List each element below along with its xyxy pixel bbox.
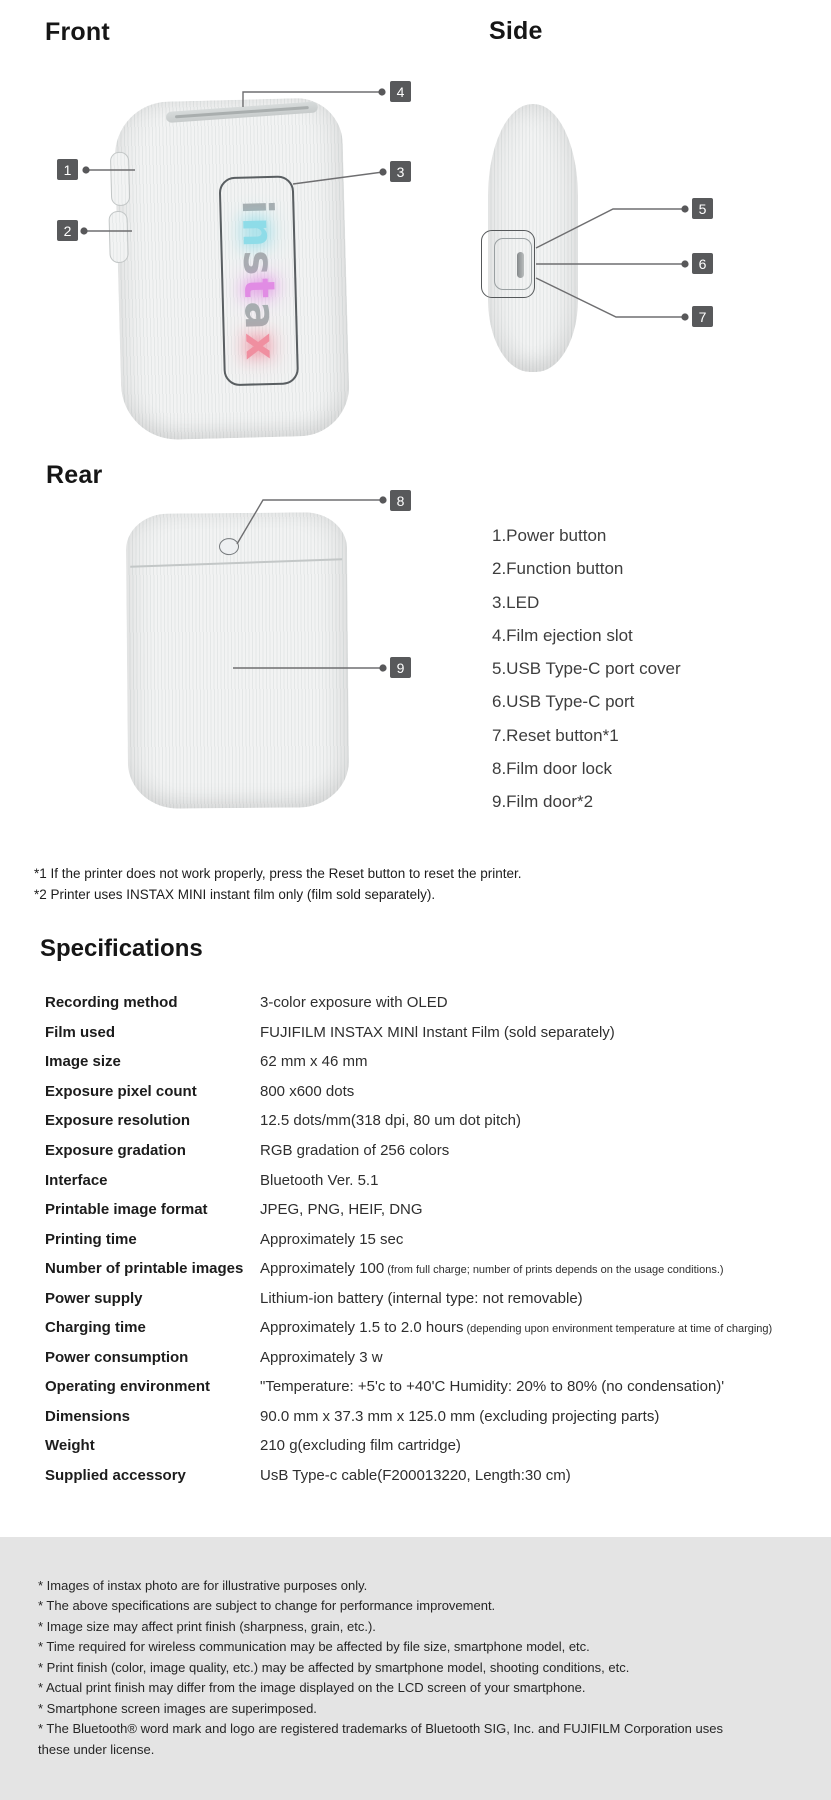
spec-value: Bluetooth Ver. 5.1 — [260, 1171, 379, 1189]
part-item: 1.Power button — [492, 526, 607, 545]
spec-row — [45, 1195, 805, 1225]
specifications-title: Specifications — [40, 935, 203, 962]
spec-row — [45, 1106, 805, 1136]
spec-row — [45, 1461, 805, 1491]
callout-7: 7 — [692, 306, 713, 327]
spec-label: Exposure pixel count — [45, 1082, 197, 1100]
spec-row — [45, 1077, 805, 1107]
callout-8: 8 — [390, 490, 411, 511]
rear-view-title: Rear — [46, 461, 103, 489]
parts-list — [492, 519, 681, 819]
spec-row — [45, 1372, 805, 1402]
callout-4: 4 — [390, 81, 411, 102]
spec-row — [45, 1402, 805, 1432]
part-item: 8.Film door lock — [492, 759, 612, 779]
spec-value: 90.0 mm x 37.3 mm x 125.0 mm (excluding projecting parts) — [260, 1407, 660, 1425]
spec-value: Approximately 3 w — [260, 1348, 383, 1366]
spec-label: Printable image format — [45, 1201, 208, 1219]
footer-note: * Print finish (color, image quality, etc.) may be affected by smartphone model, shooting conditions, etc. — [38, 1659, 630, 1675]
side-view-title: Side — [489, 17, 543, 45]
spec-row — [45, 1047, 805, 1077]
spec-value: Lithium-ion battery (internal type: not removable) — [260, 1289, 583, 1307]
logo-letter: s — [233, 249, 284, 279]
spec-value: "Temperature: +5'c to +40'C Humidity: 20% to 80% (no condensation)' — [260, 1378, 725, 1396]
callout-2: 2 — [57, 220, 78, 241]
part-item: 9.Film door*2 — [492, 792, 594, 812]
footer-note: * Actual print finish may differ from the image displayed on the LCD screen of your smartphone. — [38, 1680, 586, 1696]
spec-label: Supplied accessory — [45, 1467, 186, 1485]
spec-row — [45, 1018, 805, 1048]
spec-label: Power supply — [45, 1289, 143, 1307]
spec-label: Recording method — [45, 994, 178, 1012]
spec-label: Power consumption — [45, 1348, 189, 1366]
footer-note: * The above specifications are subject to change for performance improvement. — [38, 1598, 496, 1614]
spec-value: JPEG, PNG, HEIF, DNG — [260, 1201, 423, 1219]
spec-row — [45, 1136, 805, 1166]
footer-note: * Smartphone screen images are superimposed. — [38, 1700, 317, 1716]
spec-row — [45, 1431, 805, 1461]
footer-notes — [38, 1576, 744, 1760]
spec-value: 210 g(excluding film cartridge) — [260, 1437, 461, 1455]
callout-1: 1 — [57, 159, 78, 180]
spec-value: 800 x600 dots — [260, 1082, 355, 1100]
specifications-table — [45, 988, 805, 1490]
spec-value: Approximately 15 sec — [260, 1230, 404, 1248]
part-item: 5.USB Type-C port cover — [492, 659, 681, 679]
spec-value: UsB Type-c cable(F200013220, Length:30 cm) — [260, 1467, 571, 1485]
spec-label: Printing time — [45, 1230, 137, 1248]
spec-row — [45, 1313, 805, 1343]
spec-value: RGB gradation of 256 colors — [260, 1142, 450, 1159]
footnotes — [34, 864, 522, 905]
spec-value: 3-color exposure with OLED — [260, 994, 448, 1012]
spec-value: 12.5 dots/mm(318 dpi, 80 um dot pitch) — [260, 1112, 521, 1130]
spec-row — [45, 1283, 805, 1313]
part-item: 3.LED — [492, 592, 540, 612]
logo-letter: n — [232, 216, 283, 251]
logo-letter: i — [232, 198, 282, 218]
footer-note: * Image size may affect print finish (sharpness, grain, etc.). — [38, 1618, 376, 1634]
spec-value: FUJIFILM INSTAX MINl Instant Film (sold separately) — [260, 1023, 615, 1041]
footer-note: * Images of instax photo are for illustrative purposes only. — [38, 1578, 368, 1593]
footnote-1: *1 If the printer does not work properly, press the Reset button to reset the printer. — [34, 866, 522, 881]
logo-letter: a — [234, 300, 285, 333]
spec-label: Weight — [45, 1437, 95, 1455]
spec-label: Exposure resolution — [45, 1112, 191, 1130]
spec-label: Image size — [45, 1053, 121, 1071]
callout-5: 5 — [692, 198, 713, 219]
spec-row — [45, 1224, 805, 1254]
spec-value: Approximately 100 (from full charge; number of prints depends on the usage conditions.) — [260, 1260, 724, 1278]
logo-letter: t — [234, 277, 284, 302]
spec-label: Exposure gradation — [45, 1142, 186, 1159]
spec-value: 62 mm x 46 mm — [260, 1053, 368, 1071]
spec-value: Approximately 1.5 to 2.0 hours (depending upon environment temperature at time of charging) — [260, 1319, 773, 1337]
spec-label: Number of printable images — [45, 1260, 244, 1278]
leader-lines — [0, 0, 831, 830]
part-item: 4.Film ejection slot — [492, 625, 633, 645]
spec-row — [45, 1343, 805, 1373]
spec-label: Interface — [45, 1171, 108, 1189]
front-view-title: Front — [45, 18, 110, 46]
logo-letter: x — [235, 331, 286, 363]
spec-row — [45, 988, 805, 1018]
footer-note: * The Bluetooth® word mark and logo are registered trademarks of Bluetooth SIG, Inc. and FUJIFILM Corporation uses these under license. — [38, 1721, 723, 1757]
callout-9: 9 — [390, 657, 411, 678]
spec-row — [45, 1165, 805, 1195]
spec-label: Operating environment — [45, 1378, 211, 1396]
part-item: 7.Reset button*1 — [492, 725, 619, 745]
spec-label: Charging time — [45, 1319, 146, 1337]
part-item: 2.Function button — [492, 559, 624, 579]
footer — [0, 1537, 831, 1800]
part-item: 6.USB Type-C port — [492, 692, 635, 712]
spec-label: Dimensions — [45, 1407, 131, 1425]
footnote-2: *2 Printer uses INSTAX MINI instant film only (film sold separately). — [34, 886, 436, 902]
callout-6: 6 — [692, 253, 713, 274]
callout-3: 3 — [390, 161, 411, 182]
spec-row — [45, 1254, 805, 1284]
spec-label: Film used — [45, 1023, 116, 1041]
footer-note: * Time required for wireless communication may be affected by file size, smartphone model, etc. — [38, 1639, 590, 1655]
